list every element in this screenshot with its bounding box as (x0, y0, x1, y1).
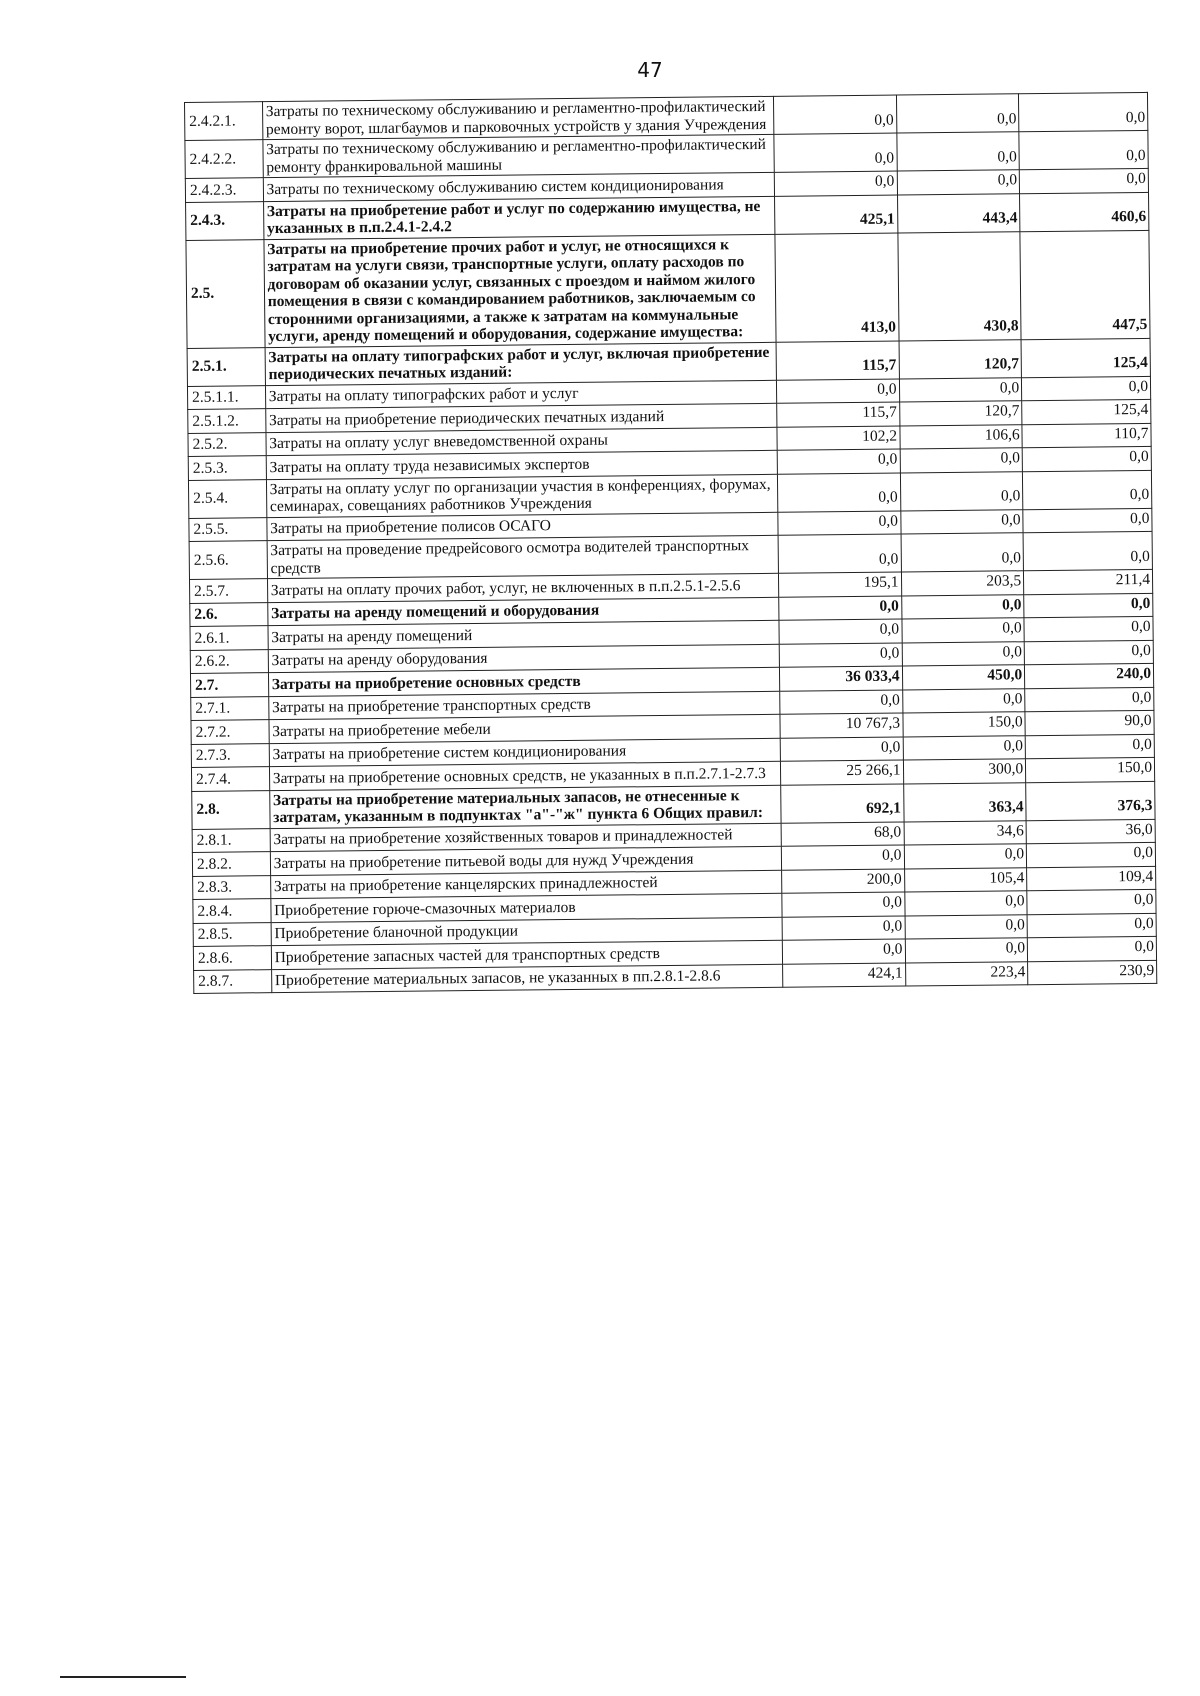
footnote-separator (60, 1676, 186, 1678)
row-value-2: 0,0 (896, 132, 1019, 171)
row-code: 2.6.2. (190, 649, 268, 673)
row-value-1: 36 033,4 (779, 666, 902, 691)
row-code: 2.5.4. (188, 479, 266, 518)
row-code: 2.4.3. (186, 201, 264, 240)
row-name: Затраты по техническому обслуживанию и регламентно-профилактический ремонту франкировальной машины (263, 134, 775, 177)
row-name: Приобретение бланочной продукции (271, 917, 782, 946)
row-value-3: 109,4 (1027, 866, 1156, 891)
row-value-2: 0,0 (896, 94, 1019, 133)
row-value-3: 230,9 (1028, 960, 1157, 985)
row-value-2: 0,0 (900, 448, 1023, 473)
row-value-1: 115,7 (776, 341, 899, 380)
row-value-1: 0,0 (780, 737, 903, 762)
row-name: Затраты по техническому обслуживанию систем кондиционирования (263, 172, 774, 201)
row-value-3: 36,0 (1026, 819, 1155, 844)
row-value-1: 0,0 (776, 379, 899, 404)
row-code: 2.7.2. (191, 720, 269, 744)
row-value-1: 0,0 (780, 690, 903, 715)
row-value-2: 120,7 (899, 401, 1022, 426)
row-value-2: 34,6 (904, 820, 1027, 845)
row-value-3: 90,0 (1025, 710, 1154, 735)
row-code: 2.8.1. (192, 828, 270, 852)
row-value-1: 0,0 (779, 643, 902, 668)
row-value-2: 0,0 (903, 735, 1026, 760)
row-value-2: 0,0 (901, 533, 1024, 572)
row-name: Затраты на приобретение транспортных средств (268, 691, 779, 720)
row-name: Затраты на оплату типографских работ и услуг, включая приобретение периодических печатных изданий: (265, 342, 777, 385)
row-value-1: 0,0 (778, 511, 901, 536)
row-code: 2.5.1.1. (187, 385, 265, 409)
row-value-3: 211,4 (1024, 569, 1153, 594)
row-value-1: 0,0 (782, 915, 905, 940)
row-value-2: 150,0 (902, 712, 1025, 737)
row-code: 2.5.6. (189, 541, 267, 580)
row-value-2: 106,6 (899, 424, 1022, 449)
row-value-2: 203,5 (901, 571, 1024, 596)
row-value-3: 0,0 (1025, 734, 1154, 759)
row-value-1: 195,1 (778, 572, 901, 597)
row-value-1: 0,0 (782, 939, 905, 964)
row-value-2: 223,4 (905, 961, 1028, 986)
row-value-1: 425,1 (774, 195, 897, 234)
row-code: 2.6. (190, 602, 268, 626)
row-value-1: 0,0 (777, 473, 900, 512)
row-value-1: 0,0 (774, 133, 897, 172)
row-code: 2.6.1. (190, 626, 268, 650)
row-value-3: 0,0 (1027, 889, 1156, 914)
row-value-3: 0,0 (1024, 640, 1153, 665)
row-value-2: 0,0 (900, 471, 1023, 510)
row-code: 2.5.1. (187, 347, 265, 386)
row-name: Затраты на оплату труда независимых экспертов (266, 450, 777, 479)
row-value-3: 0,0 (1024, 593, 1153, 618)
table-row (186, 230, 1150, 348)
row-value-2: 0,0 (900, 509, 1023, 534)
row-name: Затраты на приобретение полисов ОСАГО (267, 512, 778, 541)
row-code: 2.7.4. (191, 767, 269, 791)
row-name: Затраты на оплату услуг вневедомственной охраны (266, 427, 777, 456)
row-name: Затраты на аренду помещений и оборудования (267, 597, 778, 626)
row-value-3: 240,0 (1025, 663, 1154, 688)
row-name: Затраты на приобретение работ и услуг по содержанию имущества, не указанных в п.п.2.4.1-2.4.2 (263, 196, 775, 239)
row-value-1: 0,0 (773, 95, 896, 134)
cost-table-body (185, 92, 1157, 993)
row-name: Затраты на приобретение питьевой воды для нужд Учреждения (270, 846, 781, 875)
row-code: 2.7. (190, 673, 268, 697)
row-name: Затраты на приобретение основных средств, не указанных в п.п.2.7.1-2.7.3 (269, 761, 780, 790)
row-value-3: 0,0 (1022, 446, 1151, 471)
row-name: Затраты на оплату прочих работ, услуг, не включенных в п.п.2.5.1-2.5.6 (267, 573, 778, 602)
row-value-3: 125,4 (1021, 338, 1150, 377)
row-value-3: 376,3 (1026, 781, 1155, 820)
row-value-1: 115,7 (777, 402, 900, 427)
row-value-2: 0,0 (901, 594, 1024, 619)
row-name: Затраты на приобретение основных средств (268, 667, 779, 696)
row-value-3: 0,0 (1023, 508, 1152, 533)
row-code: 2.4.2.1. (185, 102, 263, 141)
row-code: 2.8.6. (193, 946, 271, 970)
row-value-1: 25 266,1 (780, 760, 903, 785)
row-value-2: 0,0 (901, 618, 1024, 643)
row-code: 2.8.3. (193, 875, 271, 899)
row-name: Затраты на аренду оборудования (268, 644, 779, 673)
row-value-1: 0,0 (777, 449, 900, 474)
row-value-3: 0,0 (1019, 130, 1148, 169)
row-value-1: 10 767,3 (780, 713, 903, 738)
row-code: 2.7.1. (191, 696, 269, 720)
row-value-2: 0,0 (902, 641, 1025, 666)
row-code: 2.5.3. (188, 456, 266, 480)
row-value-1: 692,1 (781, 784, 904, 823)
row-code: 2.5.7. (190, 579, 268, 603)
row-value-1: 0,0 (779, 619, 902, 644)
row-value-1: 424,1 (782, 962, 905, 987)
row-value-2: 0,0 (897, 170, 1020, 195)
row-value-2: 363,4 (903, 782, 1026, 821)
row-code: 2.8.4. (193, 899, 271, 923)
row-value-3: 0,0 (1025, 687, 1154, 712)
row-code: 2.4.2.3. (185, 178, 263, 202)
row-code: 2.8.7. (194, 969, 272, 993)
row-value-1: 0,0 (782, 892, 905, 917)
row-code: 2.7.3. (191, 743, 269, 767)
row-name: Затраты на оплату услуг по организации участия в конференциях, форумах, семинарах, совещаниях работников Учреждения (266, 474, 778, 517)
row-value-1: 413,0 (775, 233, 899, 342)
row-value-1: 0,0 (779, 596, 902, 621)
row-code: 2.5.1.2. (188, 409, 266, 433)
row-value-3: 0,0 (1019, 92, 1148, 131)
cost-table (184, 92, 1157, 994)
row-value-2: 120,7 (899, 339, 1022, 378)
row-value-3: 0,0 (1023, 470, 1152, 509)
row-value-3: 0,0 (1027, 936, 1156, 961)
row-name: Затраты на приобретение материальных запасов, не отнесенные к затратам, указанным в подпунктах "а"-"ж" пункта 6 Общих правил: (269, 785, 781, 828)
row-value-2: 300,0 (903, 759, 1026, 784)
row-code: 2.5.5. (189, 517, 267, 541)
row-name: Приобретение горюче-смазочных материалов (271, 893, 782, 922)
row-value-2: 0,0 (905, 938, 1028, 963)
row-code: 2.5. (186, 239, 265, 348)
row-value-3: 0,0 (1019, 168, 1148, 193)
row-name: Приобретение материальных запасов, не указанных в пп.2.8.1-2.8.6 (271, 964, 782, 993)
row-value-3: 447,5 (1020, 230, 1150, 339)
row-value-2: 0,0 (905, 914, 1028, 939)
row-name: Затраты на приобретение прочих работ и услуг, не относящихся к затратам на услуги связи, транспортные услуги, оплату расходов по договорам об оказании услуг, связанных с проездом и наймом жилого помещения в связи с командированием работников, заключаемым со сторонними организациями, а также к затратам на коммунальные услуги, аренду помещений и оборудования, содержание имущества: (264, 234, 776, 347)
row-value-2: 0,0 (899, 377, 1022, 402)
row-name: Затраты на проведение предрейсового осмотра водителей транспортных средств (267, 535, 779, 578)
row-code: 2.8.5. (193, 922, 271, 946)
row-value-3: 0,0 (1024, 616, 1153, 641)
row-value-2: 0,0 (904, 844, 1027, 869)
row-code: 2.4.2.2. (185, 140, 263, 179)
row-value-1: 200,0 (781, 869, 904, 894)
row-value-1: 0,0 (781, 845, 904, 870)
row-value-2: 430,8 (897, 231, 1021, 340)
row-value-1: 102,2 (777, 426, 900, 451)
row-value-3: 110,7 (1022, 423, 1151, 448)
row-value-2: 0,0 (904, 891, 1027, 916)
row-value-3: 150,0 (1026, 757, 1155, 782)
row-value-2: 0,0 (902, 688, 1025, 713)
row-name: Затраты на аренду помещений (268, 620, 779, 649)
row-value-3: 0,0 (1022, 376, 1151, 401)
row-name: Приобретение запасных частей для транспортных средств (271, 940, 782, 969)
row-name: Затраты на приобретение канцелярских принадлежностей (270, 870, 781, 899)
row-name: Затраты на приобретение периодических печатных изданий (265, 403, 776, 432)
row-code: 2.8.2. (192, 852, 270, 876)
row-value-1: 68,0 (781, 822, 904, 847)
row-value-3: 460,6 (1020, 192, 1149, 231)
row-value-1: 0,0 (778, 534, 901, 573)
row-name: Затраты по техническому обслуживанию и регламентно-профилактический ремонту ворот, шлагбаумов и парковочных устройств у здания Учреждения (262, 96, 774, 139)
row-value-2: 105,4 (904, 867, 1027, 892)
row-name: Затраты на оплату типографских работ и услуг (265, 380, 776, 409)
row-code: 2.5.2. (188, 432, 266, 456)
row-value-1: 0,0 (774, 171, 897, 196)
row-value-3: 0,0 (1023, 531, 1152, 570)
page-number: 47 (637, 58, 663, 82)
row-value-3: 0,0 (1027, 913, 1156, 938)
row-code: 2.8. (192, 790, 270, 829)
row-value-3: 0,0 (1026, 842, 1155, 867)
row-value-2: 443,4 (897, 193, 1020, 232)
row-name: Затраты на приобретение мебели (269, 714, 780, 743)
row-name: Затраты на приобретение хозяйственных товаров и принадлежностей (270, 823, 781, 852)
row-value-2: 450,0 (902, 665, 1025, 690)
row-name: Затраты на приобретение систем кондиционирования (269, 738, 780, 767)
row-value-3: 125,4 (1022, 399, 1151, 424)
